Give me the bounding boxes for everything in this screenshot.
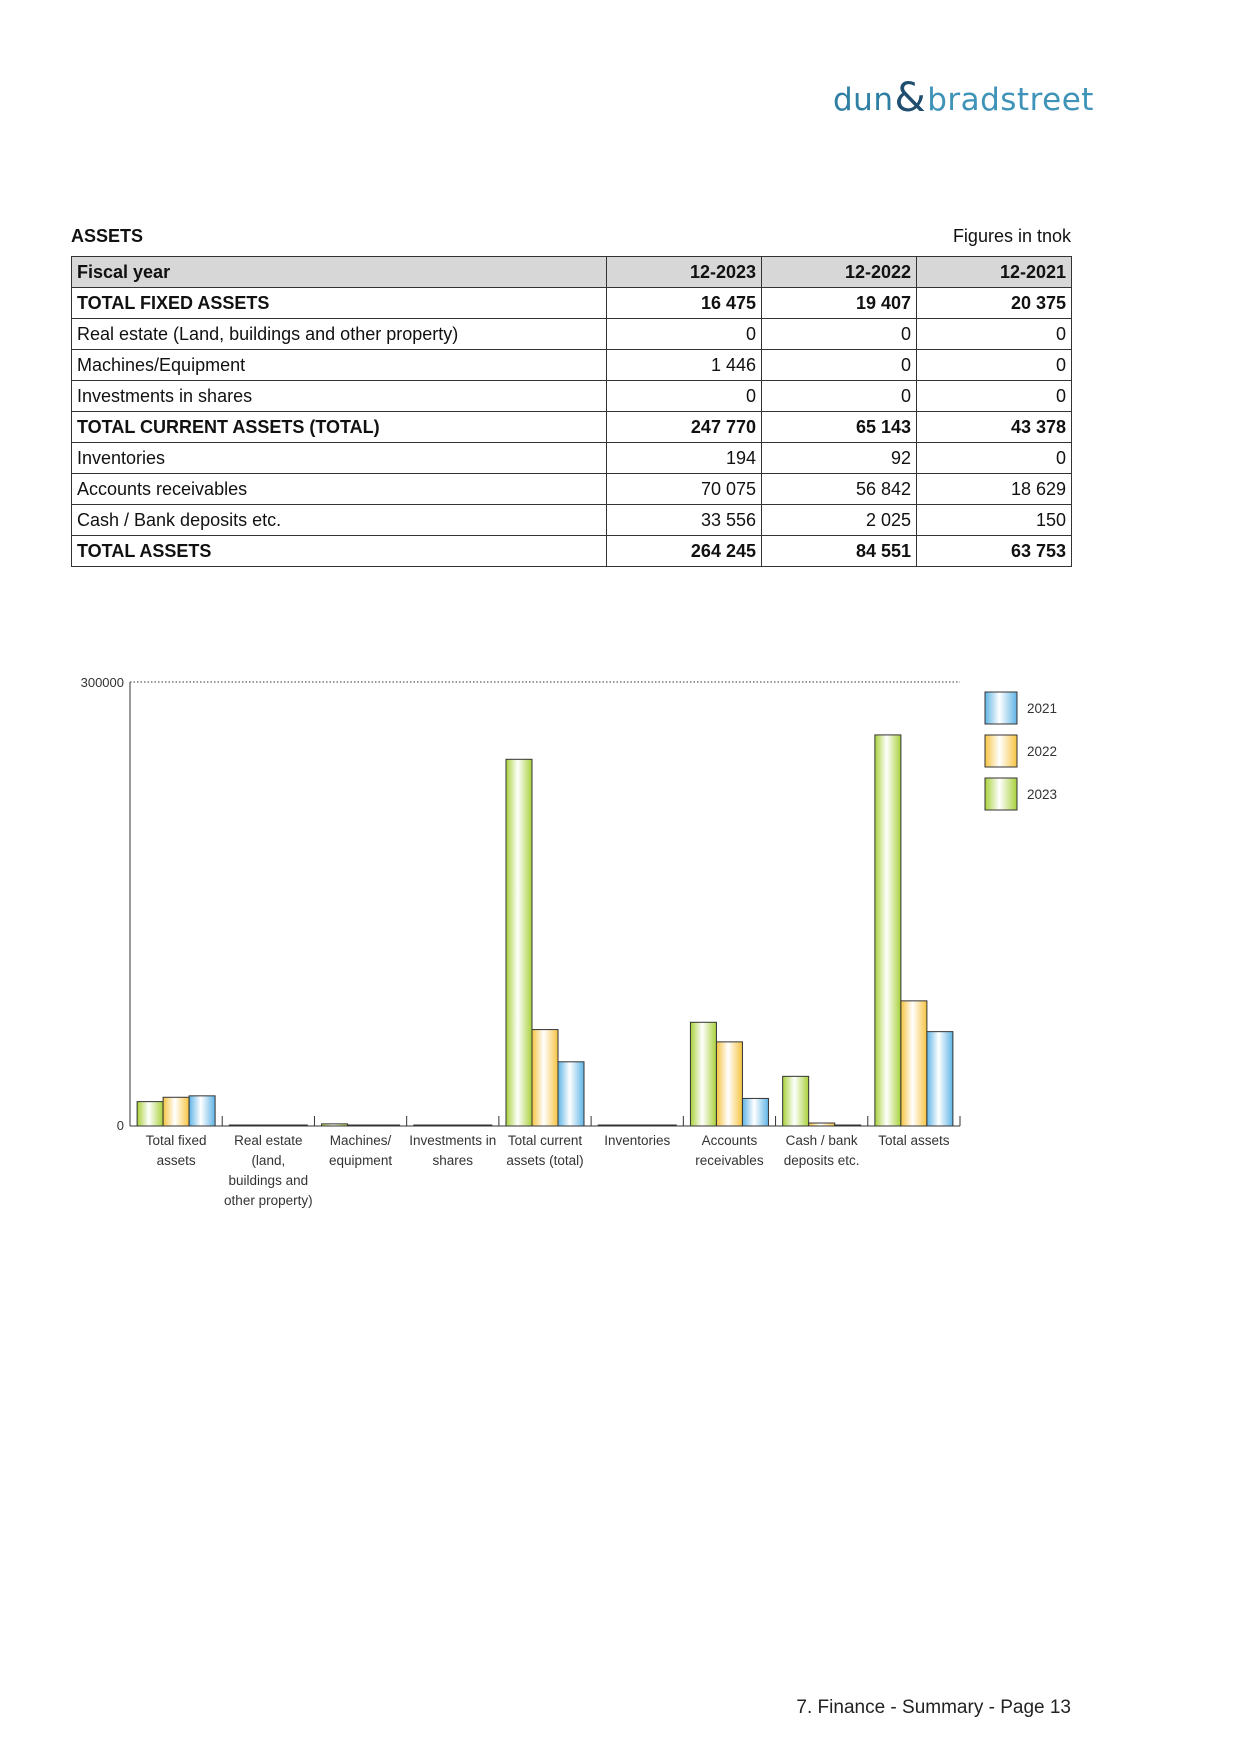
- bar-2023: [598, 1125, 624, 1126]
- chart-svg: [60, 670, 1090, 1260]
- bar-2021: [927, 1032, 953, 1126]
- category-label: shares: [432, 1153, 474, 1168]
- row-label: TOTAL FIXED ASSETS: [72, 288, 607, 319]
- table-row: [72, 505, 1072, 536]
- assets-bar-chart: [60, 670, 1090, 1260]
- bar-2021: [558, 1062, 584, 1126]
- bar-2022: [348, 1125, 374, 1126]
- row-label: Accounts receivables: [72, 474, 607, 505]
- dun-bradstreet-logo: [833, 76, 1094, 124]
- legend-label: 2023: [1027, 787, 1058, 802]
- row-label: Inventories: [72, 443, 607, 474]
- ampersand-icon: &: [894, 75, 927, 121]
- row-value: 56 842: [762, 474, 917, 505]
- bar-2023: [322, 1124, 348, 1126]
- table-row: [72, 536, 1072, 567]
- category-label: Accounts: [701, 1133, 758, 1148]
- row-value: 0: [762, 350, 917, 381]
- row-value: 19 407: [762, 288, 917, 319]
- table-row: [72, 381, 1072, 412]
- category-label: buildings and: [228, 1173, 309, 1188]
- category-label: Inventories: [604, 1133, 671, 1148]
- row-value: 2 025: [762, 505, 917, 536]
- bar-2021: [466, 1125, 492, 1126]
- bar-2023: [229, 1125, 255, 1126]
- row-value: 33 556: [607, 505, 762, 536]
- table-row: [72, 412, 1072, 443]
- row-value: 0: [917, 381, 1072, 412]
- category-label: other property): [224, 1193, 313, 1208]
- table-row: [72, 319, 1072, 350]
- category-label: Total assets: [878, 1133, 950, 1148]
- row-value: 247 770: [607, 412, 762, 443]
- bar-2023: [137, 1102, 163, 1126]
- category-label: assets: [156, 1153, 196, 1168]
- assets-table: [71, 256, 1072, 567]
- row-value: 20 375: [917, 288, 1072, 319]
- header-2021: 12-2021: [917, 257, 1072, 288]
- bar-2022: [532, 1030, 558, 1126]
- legend-label: 2021: [1027, 701, 1058, 716]
- table-row: [72, 350, 1072, 381]
- page-footer: 7. Finance - Summary - Page 13: [796, 1697, 1071, 1718]
- table-row: [72, 443, 1072, 474]
- bar-2022: [716, 1042, 742, 1126]
- table-row: [72, 474, 1072, 505]
- row-value: 0: [917, 443, 1072, 474]
- legend-label: 2022: [1027, 744, 1058, 759]
- legend-swatch-2021: [985, 692, 1017, 724]
- row-value: 264 245: [607, 536, 762, 567]
- units-note: Figures in tnok: [952, 226, 1071, 246]
- bar-2022: [440, 1125, 466, 1126]
- row-value: 0: [762, 319, 917, 350]
- section-title: ASSETS: [71, 226, 144, 246]
- legend-swatch-2023: [985, 778, 1017, 810]
- row-value: 0: [917, 350, 1072, 381]
- category-label: Machines/: [329, 1133, 392, 1148]
- category-label: receivables: [695, 1153, 764, 1168]
- row-label: Real estate (Land, buildings and other property): [72, 319, 607, 350]
- bar-2021: [835, 1125, 861, 1126]
- row-label: TOTAL ASSETS: [72, 536, 607, 567]
- bar-2021: [189, 1096, 215, 1126]
- row-value: 18 629: [917, 474, 1072, 505]
- row-value: 84 551: [762, 536, 917, 567]
- category-label: Cash / bank: [785, 1133, 858, 1148]
- bar-2023: [875, 735, 901, 1126]
- row-label: Investments in shares: [72, 381, 607, 412]
- category-label: assets (total): [506, 1153, 584, 1168]
- table-header-row: [72, 257, 1072, 288]
- row-value: 194: [607, 443, 762, 474]
- category-label: Investments in: [409, 1133, 497, 1148]
- category-label: Total fixed: [145, 1133, 207, 1148]
- category-label: Total current: [507, 1133, 583, 1148]
- row-value: 92: [762, 443, 917, 474]
- header-fiscal-year: Fiscal year: [72, 257, 607, 288]
- header-2022: 12-2022: [762, 257, 917, 288]
- header-2023: 12-2023: [607, 257, 762, 288]
- row-value: 1 446: [607, 350, 762, 381]
- category-label: Real estate: [234, 1133, 303, 1148]
- legend-swatch-2022: [985, 735, 1017, 767]
- row-value: 150: [917, 505, 1072, 536]
- row-value: 16 475: [607, 288, 762, 319]
- y-tick-label: 0: [116, 1118, 124, 1133]
- bar-2023: [783, 1076, 809, 1126]
- y-tick-label: 300000: [80, 675, 124, 690]
- bar-2021: [281, 1125, 307, 1126]
- category-label: (land,: [251, 1153, 286, 1168]
- bar-2022: [255, 1125, 281, 1126]
- logo-word-dun: dun: [833, 82, 894, 118]
- row-value: 70 075: [607, 474, 762, 505]
- bar-2022: [163, 1097, 189, 1126]
- logo-word-bradstreet: bradstreet: [927, 82, 1094, 118]
- row-label: Machines/Equipment: [72, 350, 607, 381]
- bar-2023: [414, 1125, 440, 1126]
- row-value: 43 378: [917, 412, 1072, 443]
- bar-2022: [901, 1001, 927, 1126]
- row-label: TOTAL CURRENT ASSETS (TOTAL): [72, 412, 607, 443]
- bar-2022: [809, 1123, 835, 1126]
- row-value: 63 753: [917, 536, 1072, 567]
- bar-2021: [650, 1125, 676, 1126]
- row-value: 65 143: [762, 412, 917, 443]
- bar-2023: [690, 1022, 716, 1126]
- row-value: 0: [762, 381, 917, 412]
- row-value: 0: [917, 319, 1072, 350]
- category-label: deposits etc.: [783, 1153, 860, 1168]
- table-row: [72, 288, 1072, 319]
- bar-2022: [624, 1125, 650, 1126]
- row-value: 0: [607, 381, 762, 412]
- bar-2023: [506, 759, 532, 1126]
- row-value: 0: [607, 319, 762, 350]
- bar-2021: [374, 1125, 400, 1126]
- bar-2021: [742, 1098, 768, 1126]
- category-label: equipment: [329, 1153, 393, 1168]
- row-label: Cash / Bank deposits etc.: [72, 505, 607, 536]
